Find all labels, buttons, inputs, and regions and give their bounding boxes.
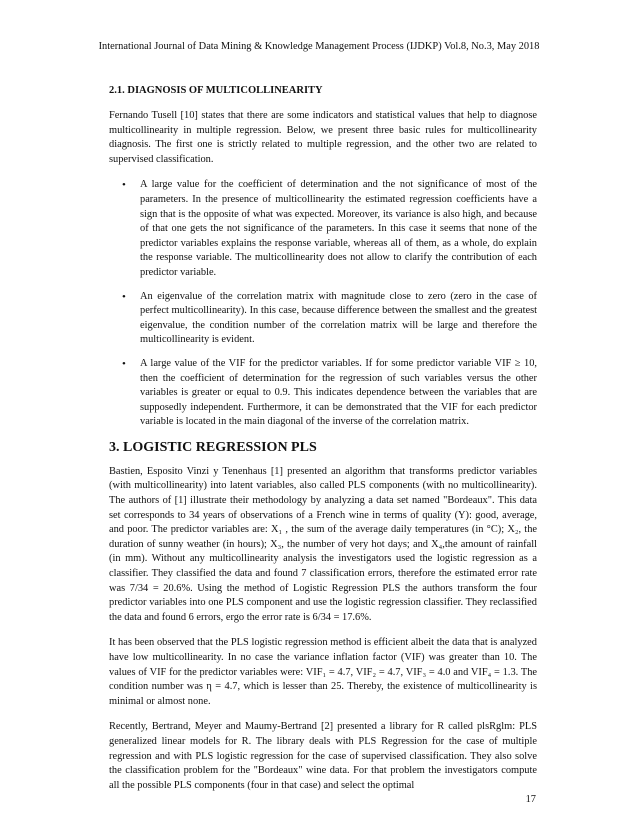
section-3-paragraph-2: It has been observed that the PLS logistic regression method is efficient albeit the data that is analyzed have low multicollinearity. In no case the variance inflation factor (VIF) was greater than 10. The values of VIF for the predictor variables were: VIF₁ = 4.7, VIF₂ = 4.7, VIF₃ = 4.0 and VIF₄ = 1.3. The condition number was η = 4.7, which is lesser than 25. Thereby, the existence of multicollinearity is minimal or almost none. [109, 637, 537, 707]
section-2-1-intro: Fernando Tusell [10] states that there are some indicators and statistical values that help to diagnose multicollinearity in multiple regression. Below, we present three basic rules for multicollinearity diagnosis. The first one is strictly related to multiple regression, and the other two are related to supervised classification. [109, 110, 537, 165]
section-heading-2-1: 2.1. DIAGNOSIS OF MULTICOLLINEARITY [109, 85, 323, 96]
list-item [109, 178, 537, 280]
bullet-icon: • [122, 179, 126, 192]
section-heading-3: 3. LOGISTIC REGRESSION PLS [109, 439, 317, 455]
section-3-paragraph-3: Recently, Bertrand, Meyer and Maumy-Bertrand [2] presented a library for R called plsRglm: PLS generalized linear models for R. The library deals with PLS Regression for the case of multiple regression and with PLS logistic regression for the case of supervised classification. They also solve the classification problem for the "Bordeaux" wine data. For that problem the investigators compute all the possible PLS components (four in that case) and select the optimal [109, 721, 537, 791]
bullet-icon: • [122, 290, 126, 303]
running-header: International Journal of Data Mining & Knowledge Management Process (IJDKP) Vol.8, No.3, May 2018 [98, 41, 540, 52]
diagnosis-rules-list [109, 178, 537, 430]
list-item [109, 290, 537, 348]
page-number: 17 [525, 794, 536, 805]
section-3-paragraph-1: Bastien, Esposito Vinzi y Tenenhaus [1] presented an algorithm that transforms predictor variables (with multicollinearity) into latent variables, also called PLS components (with no multicollinearity). The authors of [1] illustrate their methodology by analyzing a data set named "Bordeaux". This data set corresponds to 34 years of observations of a French wine in terms of quality (Y): good, average, and poor. The predictor variables are: X₁ , the sum of the average daily temperatures (in °C); X₂, the duration of sunny weather (in hours); X₃, the number of very hot days; and X₄,the amount of rainfall (in mm). Without any multicollinearity analysis the investigators used the logistic regression as a classifier. They classified the data and found 7 classification errors, therefore the estimated error rate was 7/34 = 20.6%. Using the method of Logistic Regression PLS the authors transform the four predictor variables into one PLS component and use the logistic regression classifier. They reclassified the data and found 6 errors, ergo the error rate is 6/34 = 17.6%. [109, 465, 537, 623]
list-item [109, 357, 537, 430]
list-item-text: A large value of the VIF for the predictor variables. If for some predictor variable VIF ≥ 10, then the coefficient of determination for the regression of such variables versus the other variables is greater or equal to 0.9. This indicates dependence between the variables that are supposedly independent. Furthermore, it can be demonstrated that the VIF for each predictor variable is located in the main diagonal of the inverse of the correlation matrix. [140, 357, 537, 428]
body-content [109, 84, 537, 802]
bullet-icon: • [122, 357, 126, 370]
list-item-text: A large value for the coefficient of determination and the not significance of most of the parameters. In the presence of multicollinearity the estimated regression coefficients have a sign that is the opposite of what was expected. Moreover, its variance is also high, and because of that one gets the not significance of the parameters. In this case it seems that none of the predictor variables explains the response variable, whereas all of them, as a whole, do explain the response variable. The multicollinearity does not allow to clarify the contribution of each predictor variable. [140, 179, 537, 278]
list-item-text: An eigenvalue of the correlation matrix with magnitude close to zero (zero in the case of perfect multicollinearity). In this case, because difference between the smallest and the greatest eigenvalue, the condition number of the correlation matrix will be large and therefore the multicollinearity is evident. [140, 290, 537, 346]
